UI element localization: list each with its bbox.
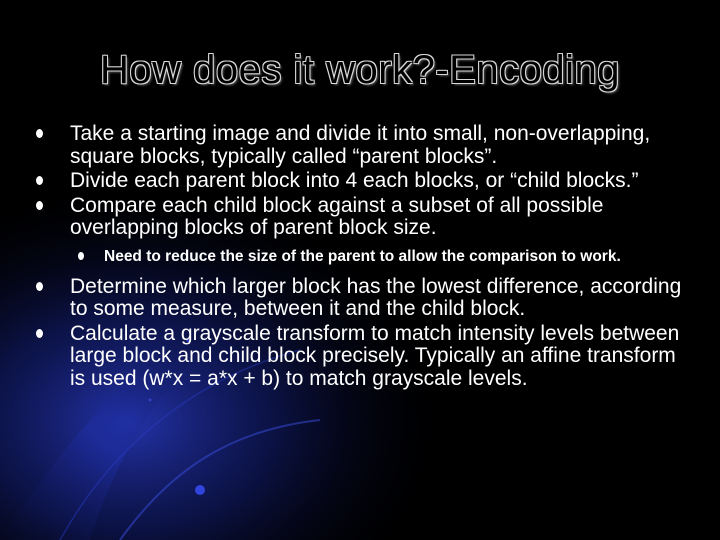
sub-bullet-item <box>36 248 696 266</box>
bullet-item <box>36 195 696 240</box>
bullet-icon <box>36 282 44 292</box>
bullet-item <box>36 323 696 391</box>
sub-bullet-icon <box>78 252 86 262</box>
bullet-text: Compare each child block against a subset of all possible overlapping blocks of parent block size. <box>70 193 604 239</box>
bullet-item <box>36 123 696 168</box>
slide-title: How does it work?-Encoding <box>100 48 620 92</box>
bullet-text: Divide each parent block into 4 each blocks, or “child blocks.” <box>70 169 639 192</box>
bullet-text: Determine which larger block has the lowest difference, according to some measure, between it and the child block. <box>70 274 682 320</box>
bullet-item <box>36 170 696 193</box>
bullet-icon <box>36 201 44 211</box>
bullet-list <box>36 123 696 390</box>
bullet-icon <box>36 129 44 139</box>
bullet-text: Calculate a grayscale transform to match intensity levels between large block and child block precisely. Typically an affine transform is used (w*x = a*x + b) to match grayscale levels. <box>70 321 680 390</box>
bullet-icon <box>36 176 44 186</box>
bullet-text: Take a starting image and divide it into small, non-overlapping, square blocks, typically called “parent blocks”. <box>70 122 651 168</box>
sub-bullet-text: Need to reduce the size of the parent to allow the comparison to work. <box>104 247 621 265</box>
bullet-icon <box>36 329 44 339</box>
bullet-item <box>36 276 696 321</box>
